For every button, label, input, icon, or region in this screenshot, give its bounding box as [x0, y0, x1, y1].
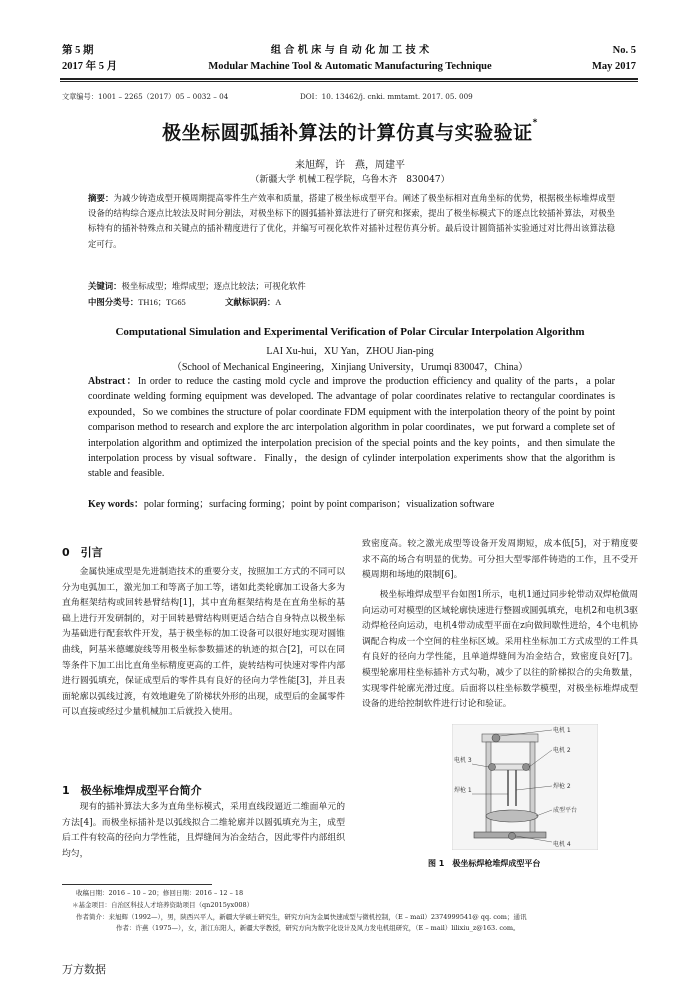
abstract-cn	[88, 191, 615, 252]
header-journal-en: Modular Machine Tool & Automatic Manufacturing Technique	[208, 61, 492, 72]
figure-label-motor-3: 电机 3	[454, 757, 472, 764]
keywords-cn	[88, 279, 615, 294]
header-rule	[60, 78, 638, 80]
figure-1	[452, 724, 598, 850]
header-issue-en: No. 5	[612, 45, 636, 56]
keywords-en	[88, 497, 615, 512]
authors-cn: 来旭辉，许 燕，周建平	[295, 160, 405, 171]
doc-code-label: 文献标识码：	[225, 297, 276, 307]
footnote-fund: ＊基金项目：自治区科技人才培养资助项目（qn2015yx008）	[72, 901, 254, 909]
keywords-en-label: Key words：	[88, 499, 144, 510]
section-0-heading: 0 引言	[62, 546, 103, 559]
footnote-author-1: 作者简介：来旭辉（1992—），男，陕西兴平人，新疆大学硕士研究生，研究方向为金属快速成型与微机控制，（E – mail）2374999541@ qq. com；通讯	[76, 913, 527, 921]
authors-en: LAI Xu-hui，XU Yan，ZHOU Jian-ping	[266, 346, 434, 357]
section-1-heading: 1 极坐标堆焊成型平台简介	[62, 784, 202, 797]
article-number: 文章编号：1001 – 2265（2017）05 – 0032 – 04	[62, 92, 229, 101]
keywords-en-text: polar forming；surfacing forming；point by point comparison；visualization software	[143, 499, 495, 510]
title-text: 极坐标圆弧插补算法的计算仿真与实验验证	[162, 122, 533, 144]
abstract-en-label: Abstract：	[88, 376, 138, 387]
figure-label-torch-1: 焊枪 1	[454, 787, 472, 794]
figure-1-caption: 图 1 极坐标焊枪堆焊成型平台	[428, 859, 541, 868]
affiliation-en: （School of Mechanical Engineering，Xinjiang University，Urumqi 830047，China）	[171, 362, 529, 373]
figure-label-motor-2: 电机 2	[553, 747, 571, 754]
clc-label: 中图分类号：	[88, 297, 139, 307]
affiliation-cn: （新疆大学 机械工程学院，乌鲁木齐 830047）	[250, 175, 450, 185]
header-date-cn: 2017 年 5 月	[62, 61, 118, 72]
header-rule-thin	[60, 81, 638, 82]
abstract-cn-text: 为减少铸造成型开模周期提高零件生产效率和质量，搭建了极坐标成型平台。阐述了极坐标相对直角坐标的优势，根据极坐标堆焊成型设备的结构综合逐点比较法及时间分割法，对极坐标下的圆弧插补算法进行了研究和探索，提出了极坐标模式下的逐点比较插补算法，对极坐标特有的插补特殊点和关键点的插补精度进行了优化，并编写可视化软件对插补过程仿真分析。最后设计圆筒插补实验通过对比得出该算法稳定可行。	[88, 193, 616, 249]
page-title	[60, 118, 640, 145]
footnote-received: 收稿日期：2016 – 10 – 20；修回日期：2016 – 12 – 18	[76, 889, 244, 897]
clc-value: TH16；TG65	[138, 298, 186, 307]
footnote-author-2: 作者：许燕（1975—），女，浙江东阳人，新疆大学教授，研究方向为数字化设计及风力发电机组研究，（E – mail）lilixiu_z@163. com。	[116, 924, 520, 932]
footer-watermark: 万方数据	[62, 963, 106, 976]
abstract-en	[88, 374, 615, 482]
figure-1-drawing	[452, 724, 598, 850]
figure-label-motor-1: 电机 1	[553, 727, 571, 734]
keywords-cn-text: 极坐标成型；堆焊成型；逐点比较法；可视化软件	[121, 281, 306, 291]
section-1-paragraph: 现有的插补算法大多为直角坐标模式，采用直线段逼近二维面单元的方法[4]。而极坐标插补是以弧线拟合二维轮廓并以圆弧填充为主，成型后工件有较高的径向力学性能，且焊缝间为冶金结合，因此零件内部组织均匀，	[62, 802, 345, 859]
column-2-paragraph-2: 极坐标堆焊成型平台如图1所示，电机1通过同步轮带动双焊枪做周向运动可对模型的区域轮廓快速进行整圆或圆弧填充，电机2和电机3驱动焊枪径向运动，电机4带动成型平面在z向做间歇性进给，4个电机协调配合构成一个空间的柱坐标区域。采用柱坐标加工方式成型的工件具有良好的径向力学性能，且单道焊缝间为冶金结合，致密度良好[7]。模型轮廓用柱坐标插补方式勾勒，减少了以往的阶梯拟合的尖角数量，实现零件轮廓光滑过度。后面将以柱坐标数学模型，对极坐标堆焊成型设备的进给控制软件进行讨论和验证。	[362, 590, 638, 710]
abstract-cn-label: 摘要：	[88, 193, 114, 203]
header-journal-cn: 组 合 机 床 与 自 动 化 加 工 技 术	[270, 45, 430, 56]
keywords-cn-label: 关键词：	[88, 281, 122, 291]
header-issue-cn: 第 5 期	[62, 45, 94, 56]
header-date-en: May 2017	[591, 61, 636, 72]
doi: DOI：10. 13462/j. cnki. mmtamt. 2017. 05. 009	[300, 92, 473, 101]
title-en: Computational Simulation and Experimental Verification of Polar Circular Interpolation Algorithm	[115, 326, 585, 338]
footnote-rule	[62, 884, 212, 885]
column-2-paragraph-1: 致密度高。较之激光成型等设备开发周期短，成本低[5]，对于精度要求不高的场合有明显的优势。可分担大型零部件铸造的工作，且不受开模周期和场地的限制[6]。	[362, 539, 638, 581]
doc-code-value: A	[275, 298, 282, 307]
abstract-en-text: In order to reduce the casting mold cycle and improve the production efficiency and quality of the parts，a polar coordinate welding forming equipment was developed. The advantage of polar coordinates relative to rectangular coordinates is expounded，So we combines the structure of polar coordinate FDM equipment with the interpolation theory of the point by point comparison method to research and explore the arc interpolation algorithm in polar coordinates，we put forward a complete set of interpolation algorithm and optimized the interpolation precision of the special points and the key points，and then simulate the interpolation process by visual software．Finally，the design of cylinder interpolation experiments show that the algorithm is stable and feasible.	[88, 376, 616, 480]
section-0-paragraph: 金属快速成型是先进制造技术的重要分支，按照加工方式的不同可以分为电弧加工，激光加工和等离子加工等，诸如此类轮廓加工设备大多为直角框架结构或回转悬臂结构[1]，其中直角框架结构是在直角坐标的基础上进行开发研制的，对于回转悬臂结构则更适合结合自身特点以极坐标为基础进行配套软件开发，基于极坐标的加工设备可以很好地实现对圆锥曲线，阿基米德螺旋线等用极坐标参数描述的轨迹的拟合[2]，可以在同等条件下加工出比直角坐标精度更高的工件，旋转结构可快速对零件内部进行圆弧填充，保证成型后的零件具有良好的径向力学性能[3]，并且表面轮廓以弧线过渡，有效地避免了阶梯状外形的出现，成型后的金属零件可以直接或经过少量机械加工后就投入使用。	[62, 567, 345, 718]
classification-cn	[88, 295, 615, 310]
figure-label-torch-2: 焊枪 2	[553, 783, 571, 790]
figure-label-motor-4: 电机 4	[553, 841, 571, 848]
figure-label-platform: 成型平台	[553, 807, 578, 814]
title-footnote-mark: *	[532, 118, 538, 128]
